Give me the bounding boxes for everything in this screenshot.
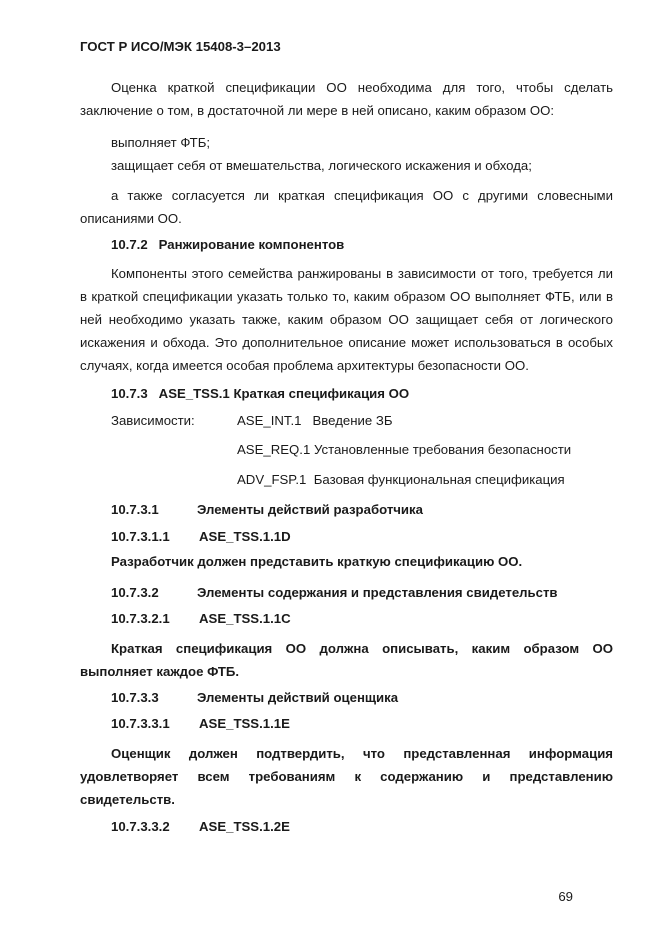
section-number-10-7-3-3-1: 10.7.3.3.1 [111, 716, 170, 731]
evaluator-requirement: Оценщик должен подтвердить, что представленная информация удовлетворяет всем требованиям к содержанию и представлению свидетельств. [80, 746, 613, 807]
section-title-10-7-3-2-1: ASE_TSS.1.1C [199, 611, 291, 626]
dependency-code: ASE_REQ.1 [237, 442, 311, 457]
developer-requirement: Разработчик должен представить краткую спецификацию ОО. [111, 554, 523, 569]
section-number-10-7-3-3-2: 10.7.3.3.2 [111, 819, 170, 834]
dependency-1 [237, 413, 393, 428]
content-requirement: Краткая спецификация ОО должна описывать, каким образом ОО выполняет каждое ФТБ. [80, 641, 613, 679]
page-number: 69 [558, 889, 573, 904]
also-paragraph: а также согласуется ли краткая спецификация ОО с другими словесными описаниями ОО. [80, 188, 613, 226]
dependency-desc: Базовая функциональная спецификация [313, 472, 565, 487]
dependency-desc: Установленные требования безопасности [313, 442, 572, 457]
section-title-10-7-3-2: Элементы содержания и представления свидетельств [197, 585, 558, 600]
section-title-10-7-3-3: Элементы действий оценщика [197, 690, 399, 705]
section-number-10-7-3-3: 10.7.3.3 [111, 690, 159, 705]
component-code: ASE_TSS.1 [158, 386, 230, 401]
ranking-paragraph: Компоненты этого семейства ранжированы в зависимости от того, требуется ли в краткой спецификации указать только то, каким образом ОО выполняет ФТБ, или в ней необходимо указать также, каким образом ОО защищает себя от логического искажения и обхода. Это дополнительное описание может использоваться в особых случаях, когда имеется особая проблема архитектуры безопасности ОО. [80, 266, 613, 373]
dependency-3 [237, 472, 565, 487]
section-title-10-7-3-1-1: ASE_TSS.1.1D [199, 529, 291, 544]
dependency-code: ASE_INT.1 [237, 413, 302, 428]
section-title-10-7-3-1: Элементы действий разработчика [197, 502, 423, 517]
section-number-10-7-3-1: 10.7.3.1 [111, 502, 159, 517]
section-number: 10.7.2 [111, 237, 148, 252]
section-title-10-7-3-3-1: ASE_TSS.1.1E [199, 716, 290, 731]
section-10-7-2-heading [111, 237, 344, 252]
section-number-10-7-3-2: 10.7.3.2 [111, 585, 159, 600]
section-10-7-3-heading [111, 386, 409, 401]
section-number-10-7-3-2-1: 10.7.3.2.1 [111, 611, 170, 626]
dependency-2 [237, 442, 571, 457]
dependency-code: ADV_FSP.1 [237, 472, 307, 487]
section-title: Краткая спецификация ОО [233, 386, 410, 401]
list-item-1: выполняет ФТБ; [111, 135, 211, 150]
section-title-10-7-3-3-2: ASE_TSS.1.2E [199, 819, 290, 834]
section-title: Ранжирование компонентов [158, 237, 345, 252]
list-item-2: защищает себя от вмешательства, логического искажения и обхода; [111, 158, 532, 173]
dependency-desc: Введение ЗБ [312, 413, 393, 428]
intro-paragraph: Оценка краткой спецификации ОО необходима для того, чтобы сделать заключение о том, в достаточной ли мере в ней описано, каким образом ОО: [80, 80, 613, 118]
document-header: ГОСТ Р ИСО/МЭК 15408-3–2013 [80, 39, 281, 54]
section-number-10-7-3-1-1: 10.7.3.1.1 [111, 529, 170, 544]
section-number: 10.7.3 [111, 386, 148, 401]
dependencies-label: Зависимости: [111, 413, 195, 428]
